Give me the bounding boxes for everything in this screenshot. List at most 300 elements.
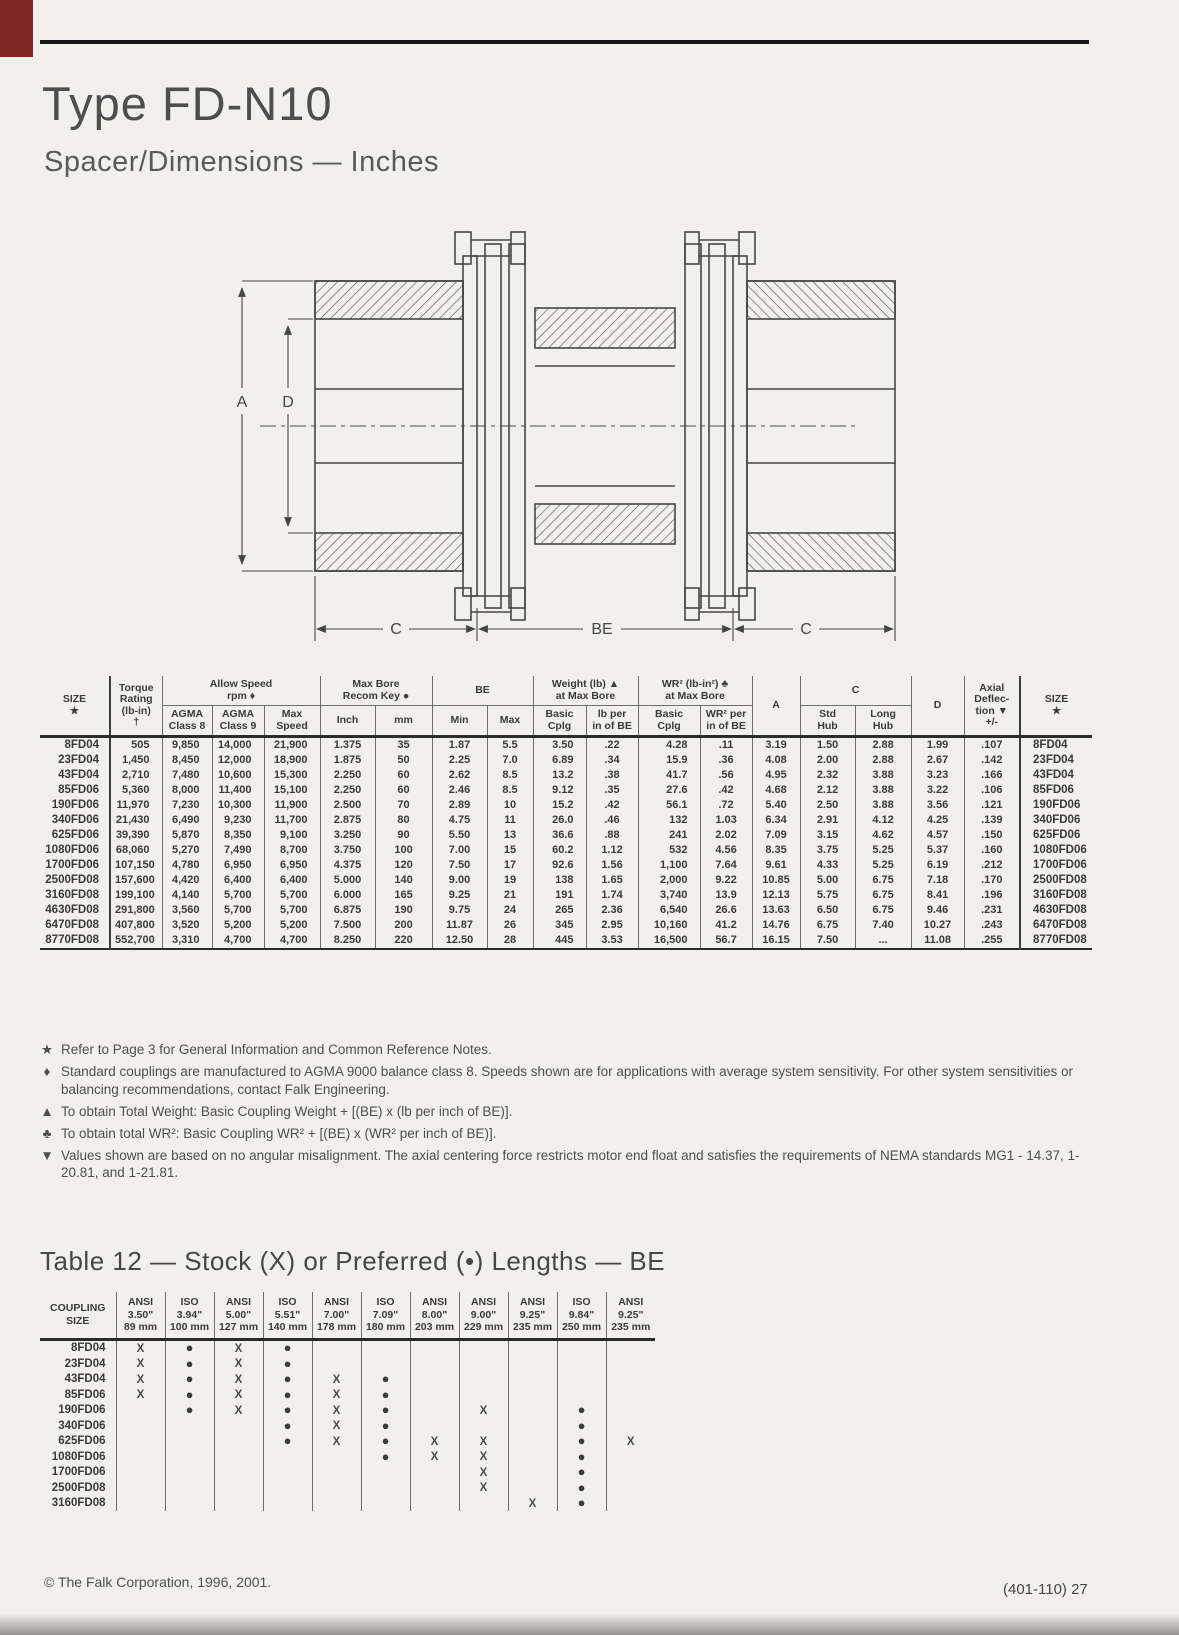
stock-mark-cell (214, 1356, 263, 1372)
empty-cell (214, 1418, 263, 1434)
table-row (40, 873, 1092, 888)
table-cell: 505 (110, 737, 162, 754)
stock-x-mark: X (234, 1389, 243, 1401)
table-cell: 1.12 (586, 843, 638, 858)
preferred-dot-mark: ● (381, 1433, 390, 1448)
empty-cell (508, 1480, 557, 1496)
table-cell: 5.000 (320, 873, 375, 888)
table-cell: 4.28 (638, 737, 700, 754)
preferred-mark-cell (263, 1356, 312, 1372)
row-size-label: 190FD06 (1020, 798, 1092, 813)
table-cell: 4,780 (162, 858, 212, 873)
table-row (40, 768, 1092, 783)
stock-x-mark: X (234, 1404, 243, 1417)
table-cell: 41.7 (638, 768, 700, 783)
column-subheader: mm (375, 706, 432, 737)
row-size-label: 1080FD06 (45, 844, 99, 856)
coupling-drawing (205, 196, 905, 656)
table-cell: 39,390 (110, 828, 162, 843)
table-cell: 5.25 (855, 858, 911, 873)
length-column-header: ANSI 3.50" 89 mm (116, 1292, 165, 1339)
table-cell: 5,700 (212, 903, 264, 918)
table-header (40, 676, 1092, 737)
table-cell: 8.250 (320, 933, 375, 949)
table-cell: 11,700 (264, 813, 320, 828)
table-cell: 9.61 (752, 858, 800, 873)
table-cell: 9.75 (432, 903, 487, 918)
table-cell: 26.6 (700, 903, 752, 918)
table-cell: 2.95 (586, 918, 638, 933)
table-cell: 3.22 (911, 783, 964, 798)
empty-cell (361, 1496, 410, 1512)
empty-cell (606, 1339, 655, 1356)
preferred-mark-cell (557, 1403, 606, 1419)
stock-x-mark: X (136, 1389, 145, 1401)
table-cell: 9.00 (432, 873, 487, 888)
table-cell: .170 (964, 873, 1020, 888)
table-row (40, 1480, 655, 1496)
stock-mark-cell (312, 1403, 361, 1419)
stock-x-mark: X (479, 1482, 488, 1494)
table-cell: 1.87 (432, 737, 487, 754)
row-size-label: 85FD06 (1020, 783, 1092, 798)
table-cell: 552,700 (110, 933, 162, 949)
empty-cell (508, 1418, 557, 1434)
table-cell: 1.50 (800, 737, 855, 754)
stock-preferred-table (40, 1292, 655, 1511)
table-cell: 68,060 (110, 843, 162, 858)
stock-x-mark: X (479, 1466, 488, 1479)
table-cell: 60 (375, 783, 432, 798)
table-cell: 50 (375, 753, 432, 768)
table-cell: 4.62 (855, 828, 911, 843)
column-subheader: Basic Cplg (533, 706, 586, 737)
footnote-text: To obtain Total Weight: Basic Coupling Weight + [(BE) x (lb per inch of BE)]. (61, 1103, 513, 1119)
table-cell: 8.35 (752, 843, 800, 858)
table-cell: 6.34 (752, 813, 800, 828)
footnote-symbol: ♣ (42, 1125, 52, 1141)
table-row (40, 1465, 655, 1481)
empty-cell (459, 1372, 508, 1388)
empty-cell (606, 1449, 655, 1465)
stock-x-mark: X (479, 1451, 488, 1463)
table-cell: .196 (964, 888, 1020, 903)
footnote (40, 1147, 1098, 1182)
table-cell: 6.875 (320, 903, 375, 918)
stock-mark-cell (606, 1434, 655, 1450)
table-cell: 35 (375, 737, 432, 754)
table-cell: 15 (487, 843, 533, 858)
table-cell: 132 (638, 813, 700, 828)
table-cell: 6.19 (911, 858, 964, 873)
preferred-mark-cell (557, 1449, 606, 1465)
stock-mark-cell (214, 1339, 263, 1356)
table-cell: 7.00 (432, 843, 487, 858)
preferred-mark-cell (557, 1418, 606, 1434)
stock-mark-cell (312, 1372, 361, 1388)
table-cell: 4.57 (911, 828, 964, 843)
empty-cell (410, 1465, 459, 1481)
empty-cell (606, 1480, 655, 1496)
table-cell: 107,150 (110, 858, 162, 873)
empty-cell (459, 1339, 508, 1356)
table-cell: 8.5 (487, 783, 533, 798)
row-size-label: 8770FD08 (1020, 933, 1092, 949)
empty-cell (263, 1465, 312, 1481)
table-cell: 41.2 (700, 918, 752, 933)
empty-cell (410, 1372, 459, 1388)
stock-x-mark: X (479, 1404, 488, 1417)
footnote-symbol: ▲ (40, 1103, 54, 1119)
column-header: D (911, 676, 964, 737)
table-cell: 3.75 (800, 843, 855, 858)
table-cell: 9,230 (212, 813, 264, 828)
table-row (40, 1403, 655, 1419)
table-cell: 11 (487, 813, 533, 828)
table-cell: 13.63 (752, 903, 800, 918)
table-cell: .35 (586, 783, 638, 798)
stock-x-mark: X (332, 1435, 341, 1448)
table-cell: 7.40 (855, 918, 911, 933)
row-size-label: 190FD06 (58, 1404, 106, 1416)
table-row (40, 737, 1092, 754)
table-cell: 10,600 (212, 768, 264, 783)
table-cell: 15.2 (533, 798, 586, 813)
table-cell: 1.03 (700, 813, 752, 828)
preferred-dot-mark: ● (381, 1448, 390, 1464)
footnote-symbol: ♦ (43, 1064, 51, 1079)
column-header: Weight (lb) ▲ at Max Bore (533, 676, 638, 706)
table-cell: 56.7 (700, 933, 752, 949)
table-cell: 60.2 (533, 843, 586, 858)
stock-mark-cell (410, 1434, 459, 1450)
table-cell: 6.75 (855, 873, 911, 888)
length-column-header: ANSI 7.00" 178 mm (312, 1292, 361, 1339)
table-cell: 92.6 (533, 858, 586, 873)
table-cell: 5.50 (432, 828, 487, 843)
stock-x-mark: X (332, 1420, 341, 1432)
row-size-label: 1080FD06 (51, 1450, 106, 1463)
preferred-dot-mark: ● (577, 1448, 586, 1464)
table-cell: 16,500 (638, 933, 700, 949)
stock-x-mark: X (136, 1342, 145, 1355)
table-row (40, 903, 1092, 918)
row-size-label: 3160FD08 (51, 1497, 106, 1509)
empty-cell (116, 1480, 165, 1496)
preferred-mark-cell (361, 1372, 410, 1388)
table-row (40, 1356, 655, 1372)
table-cell: 9.12 (533, 783, 586, 798)
copyright-text: © The Falk Corporation, 1996, 2001. (44, 1574, 272, 1590)
table-cell: 4,140 (162, 888, 212, 903)
empty-cell (263, 1480, 312, 1496)
dim-label-d: D (282, 394, 294, 411)
table-cell: 345 (533, 918, 586, 933)
table-cell: 11.87 (432, 918, 487, 933)
stock-x-mark: X (528, 1497, 537, 1510)
column-subheader: Std Hub (800, 706, 855, 737)
preferred-dot-mark: ● (577, 1417, 586, 1433)
page-number: (401-110) 27 (1003, 1581, 1088, 1598)
preferred-dot-mark: ● (381, 1386, 390, 1402)
table-cell: 1.99 (911, 737, 964, 754)
empty-cell (410, 1356, 459, 1372)
table-cell: 18,900 (264, 753, 320, 768)
preferred-dot-mark: ● (185, 1371, 194, 1386)
table-cell: 3,310 (162, 933, 212, 949)
table-row (40, 1496, 655, 1512)
stock-x-mark: X (626, 1435, 635, 1448)
table-cell: 2.250 (320, 783, 375, 798)
column-header: Axial Deflec- tion ▼ +/- (964, 676, 1020, 737)
table-row (40, 843, 1092, 858)
column-header: WR² (lb-in²) ♣ at Max Bore (638, 676, 752, 706)
table-cell: .139 (964, 813, 1020, 828)
column-subheader: Min (432, 706, 487, 737)
table-cell: 2.02 (700, 828, 752, 843)
table-cell: 12.50 (432, 933, 487, 949)
table-row (40, 1449, 655, 1465)
table-cell: 80 (375, 813, 432, 828)
table-cell: 5,270 (162, 843, 212, 858)
table-cell: 6.75 (855, 903, 911, 918)
preferred-mark-cell (361, 1449, 410, 1465)
table-cell: 15,300 (264, 768, 320, 783)
table-cell: 11.08 (911, 933, 964, 949)
empty-cell (312, 1480, 361, 1496)
column-subheader: Basic Cplg (638, 706, 700, 737)
stock-mark-cell (312, 1387, 361, 1403)
empty-cell (508, 1356, 557, 1372)
table-cell: 9.46 (911, 903, 964, 918)
table-cell: 2.12 (800, 783, 855, 798)
footnote-symbol: ▼ (40, 1147, 54, 1163)
table-cell: 3.88 (855, 798, 911, 813)
table-row (40, 813, 1092, 828)
table-cell: 1,100 (638, 858, 700, 873)
stock-mark-cell (116, 1339, 165, 1356)
stock-x-mark: X (430, 1451, 439, 1463)
table-cell: 7.50 (432, 858, 487, 873)
table-row (40, 1339, 655, 1356)
table-cell: .34 (586, 753, 638, 768)
table-cell: 4.25 (911, 813, 964, 828)
row-size-label: 625FD06 (58, 1435, 106, 1447)
empty-cell (410, 1418, 459, 1434)
empty-cell (508, 1387, 557, 1403)
table-cell: 15,100 (264, 783, 320, 798)
table-cell: 13.2 (533, 768, 586, 783)
preferred-mark-cell (557, 1434, 606, 1450)
top-rule (40, 40, 1089, 44)
table-cell: 7,230 (162, 798, 212, 813)
empty-cell (459, 1418, 508, 1434)
stock-x-mark: X (234, 1342, 243, 1355)
table-cell: 5,200 (212, 918, 264, 933)
length-column-header: ISO 9.84" 250 mm (557, 1292, 606, 1339)
empty-cell (312, 1339, 361, 1356)
row-size-label: 8770FD08 (45, 934, 99, 946)
empty-cell (214, 1480, 263, 1496)
empty-cell (410, 1480, 459, 1496)
table-cell: 21 (487, 888, 533, 903)
empty-cell (410, 1339, 459, 1356)
table-cell: .212 (964, 858, 1020, 873)
row-size-label: 2500FD08 (51, 1481, 106, 1494)
row-size-label: 8FD04 (1020, 737, 1092, 754)
table-cell: .56 (700, 768, 752, 783)
empty-cell (606, 1356, 655, 1372)
length-column-header: ANSI 8.00" 203 mm (410, 1292, 459, 1339)
table-cell: 2.88 (855, 753, 911, 768)
table-cell: 12,000 (212, 753, 264, 768)
empty-cell (508, 1434, 557, 1450)
table-cell: 3,740 (638, 888, 700, 903)
row-size-label: 4630FD08 (1020, 903, 1092, 918)
empty-cell (165, 1496, 214, 1512)
table-cell: 3.88 (855, 768, 911, 783)
table-cell: 7,480 (162, 768, 212, 783)
table-cell: 5.40 (752, 798, 800, 813)
empty-cell (361, 1339, 410, 1356)
stock-mark-cell (410, 1449, 459, 1465)
empty-cell (459, 1356, 508, 1372)
table-cell: 2.88 (855, 737, 911, 754)
table-cell: .42 (586, 798, 638, 813)
row-size-label: 85FD06 (58, 784, 99, 796)
table-row (40, 933, 1092, 949)
column-subheader: Long Hub (855, 706, 911, 737)
stock-mark-cell (459, 1480, 508, 1496)
length-column-header: ANSI 5.00" 127 mm (214, 1292, 263, 1339)
column-subheader: AGMA Class 8 (162, 706, 212, 737)
table-cell: ... (855, 933, 911, 949)
table-row (40, 858, 1092, 873)
preferred-dot-mark: ● (283, 1433, 292, 1448)
table-cell: 13 (487, 828, 533, 843)
table-cell: 3.19 (752, 737, 800, 754)
table-cell: 5.5 (487, 737, 533, 754)
row-size-label: 1700FD06 (45, 859, 99, 871)
table-cell: 3.250 (320, 828, 375, 843)
table-cell: .150 (964, 828, 1020, 843)
footnote-text: To obtain total WR²: Basic Coupling WR² + [(BE) x (WR² per inch of BE)]. (61, 1125, 497, 1141)
table-cell: 9,850 (162, 737, 212, 754)
coupling-geometry (260, 232, 895, 620)
table-cell: 2.89 (432, 798, 487, 813)
table-cell: 10.27 (911, 918, 964, 933)
table-cell: 532 (638, 843, 700, 858)
table-cell: .38 (586, 768, 638, 783)
column-header: BE (432, 676, 533, 706)
table-cell: 191 (533, 888, 586, 903)
empty-cell (116, 1403, 165, 1419)
empty-cell (459, 1387, 508, 1403)
table-cell: 90 (375, 828, 432, 843)
table-cell: 11,900 (264, 798, 320, 813)
table-cell: 2.67 (911, 753, 964, 768)
table-row (40, 828, 1092, 843)
stock-mark-cell (459, 1465, 508, 1481)
table-cell: .42 (700, 783, 752, 798)
table-cell: 21,900 (264, 737, 320, 754)
dim-label-be: BE (591, 621, 613, 638)
table-cell: 3.50 (533, 737, 586, 754)
empty-cell (508, 1403, 557, 1419)
length-column-header: ANSI 9.25" 235 mm (606, 1292, 655, 1339)
row-size-label: 190FD06 (51, 799, 99, 811)
table-cell: 7.64 (700, 858, 752, 873)
dim-label-a: A (236, 394, 248, 411)
preferred-mark-cell (263, 1387, 312, 1403)
table-cell: .107 (964, 737, 1020, 754)
table-cell: 2.91 (800, 813, 855, 828)
preferred-mark-cell (165, 1372, 214, 1388)
row-size-label: 43FD04 (58, 769, 99, 781)
table-cell: 200 (375, 918, 432, 933)
table12-title: Table 12 — Stock (X) or Preferred (•) Lengths — BE (40, 1246, 666, 1276)
table-cell: 1.875 (320, 753, 375, 768)
table-cell: 2.00 (800, 753, 855, 768)
stock-mark-cell (312, 1418, 361, 1434)
row-size-label: 625FD06 (1020, 828, 1092, 843)
table-cell: 265 (533, 903, 586, 918)
preferred-mark-cell (165, 1339, 214, 1356)
empty-cell (312, 1496, 361, 1512)
empty-cell (312, 1356, 361, 1372)
table-cell: .166 (964, 768, 1020, 783)
table-cell: 13.9 (700, 888, 752, 903)
table-cell: 2.250 (320, 768, 375, 783)
preferred-mark-cell (263, 1403, 312, 1419)
stock-mark-cell (116, 1387, 165, 1403)
footnote-text: Standard couplings are manufactured to AGMA 9000 balance class 8. Speeds shown are for applications with average system sensitivity. For other system sensitivities or balancing recommendations, contact Falk Engineering. (61, 1064, 1074, 1097)
row-size-label: 85FD06 (64, 1388, 106, 1401)
table-cell: 4.12 (855, 813, 911, 828)
table-cell: 9,100 (264, 828, 320, 843)
table-cell: 6,950 (264, 858, 320, 873)
preferred-dot-mark: ● (185, 1355, 194, 1371)
empty-cell (214, 1496, 263, 1512)
table-cell: 8,350 (212, 828, 264, 843)
table-cell: 445 (533, 933, 586, 949)
table-cell: 100 (375, 843, 432, 858)
empty-cell (606, 1465, 655, 1481)
empty-cell (606, 1418, 655, 1434)
empty-cell (116, 1449, 165, 1465)
empty-cell (557, 1387, 606, 1403)
table-cell: 407,800 (110, 918, 162, 933)
column-header: SIZE ★ (1020, 676, 1092, 737)
empty-cell (508, 1339, 557, 1356)
length-column-header: ANSI 9.25" 235 mm (508, 1292, 557, 1339)
preferred-mark-cell (263, 1339, 312, 1356)
empty-cell (116, 1496, 165, 1512)
row-size-label: 6470FD08 (1020, 918, 1092, 933)
empty-cell (312, 1465, 361, 1481)
table-cell: 4.95 (752, 768, 800, 783)
empty-cell (263, 1449, 312, 1465)
preferred-mark-cell (165, 1403, 214, 1419)
preferred-mark-cell (165, 1356, 214, 1372)
row-size-label: 340FD06 (58, 1419, 106, 1432)
table-cell: 165 (375, 888, 432, 903)
preferred-mark-cell (361, 1387, 410, 1403)
table-cell: 5.75 (800, 888, 855, 903)
footnotes (40, 1041, 1098, 1186)
preferred-dot-mark: ● (577, 1479, 586, 1495)
preferred-dot-mark: ● (577, 1495, 586, 1510)
